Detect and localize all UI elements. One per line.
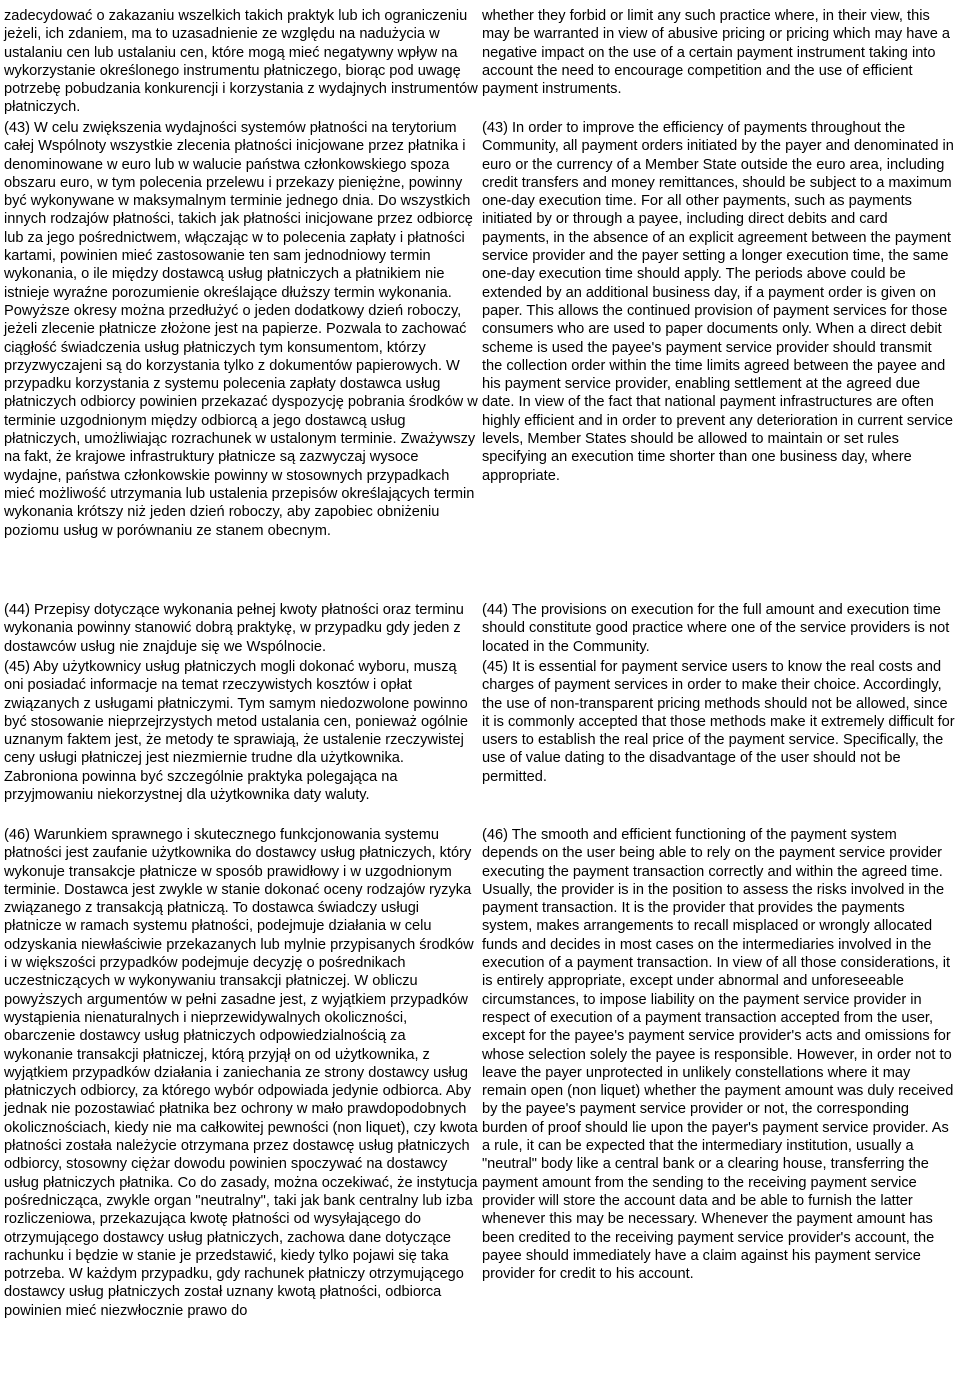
polish-paragraph: (45) Aby użytkownicy usług płatniczych mogli dokonać wyboru, muszą oni posiadać informacje na temat rzeczywistych kosztów i opłat związanych z usługami płatniczymi. Tym samym niedozwolone powinno być stosowanie nieprzejrzystych metod ustalania cen, ponieważ ogólnie uznanym faktem jest, że metody te sprawiają, że ustalenie rzeczywistej ceny usługi płatniczej jest niezmiernie trudne dla użytkownika. Zabroniona powinna być szczególnie praktyka polegająca na przyjmowaniu niekorzystnej dla użytkownika daty waluty.: [4, 659, 469, 804]
paragraph-row: [4, 826, 956, 1320]
english-paragraph: whether they forbid or limit any such practice where, in their view, this may be warranted in view of abusive pricing or pricing which may have a negative impact on the use of a certain payment instrument taking into account the need to encourage competition and the use of efficient payment instruments.: [482, 8, 951, 98]
paragraph-row: [4, 7, 956, 119]
english-paragraph: (45) It is essential for payment service users to know the real costs and charges of payment services in order to make their choice. Accordingly, the use of non-transparent pricing methods should not be allowed, since it is commonly accepted that those methods make it extremely difficult for users to establish the real price of the payment service. Specifically, the use of value dating to the disadvantage of the user should not be permitted.: [482, 659, 955, 785]
polish-paragraph: (43) W celu zwiększenia wydajności systemów płatności na terytorium całej Wspólnoty wszystkie zlecenia płatności inicjowane przez płatnika i denominowane w euro lub w walucie państwa członkowskiego spoza obszaru euro, w tym polecenia przelewu i przekazy pieniężne, powinny być wykonywane w maksymalnym terminie jednego dnia. Do wszystkich innych rodzajów płatności, takich jak płatności inicjowane przez odbiorcę lub za jego pośrednictwem, włączając w to polecenia zapłaty i płatności kartami, powinien mieć zastosowanie ten sam jednodniowy termin wykonania, o ile między dostawcą usług płatniczych a płatnikiem nie istnieje wyraźne porozumienie określające dłuższy termin wykonania. Powyższe okresy można przedłużyć o jeden dodatkowy dzień roboczy, jeżeli zlecenie płatnicze złożone jest na papierze. Pozwala to zachować ciągłość świadczenia usług płatniczych tym konsumentom, którzy przyzwyczajeni są do korzystania tylko z dokumentów papierowych. W przypadku korzystania z systemu polecenia zapłaty dostawca usług płatniczych odbiorcy powinien przekazać dyspozycję pobrania środków w terminie uzgodnionym między odbiorcą a jego dostawcą usług płatniczych, umożliwiając rozrachunek w ustalonym terminie. Zważywszy na fakt, że krajowe infrastruktury płatnicze są zazwyczaj wysoce wydajne, państwa członkowskie powinny w stosownych przypadkach mieć możliwość utrzymania lub ustalenia przepisów określających termin wykonania krótszy niż jeden dzień roboczy, aby zapobiec obniżeniu poziomu usług w porównaniu ze stanem obecnym.: [4, 120, 478, 539]
paragraph-row: [4, 658, 956, 826]
paragraph-row: [4, 601, 956, 658]
english-paragraph: (43) In order to improve the efficiency of payments throughout the Community, all payment orders initiated by the payer and denominated in euro or the currency of a Member State outside the euro area, including credit transfers and money remittances, should be subject to a maximum one-day execution time. For all other payments, such as payments initiated by or through a payee, including direct debits and card payments, in the absence of an explicit agreement between the payment service provider and the payer setting a longer execution time, the same one-day execution time should apply. The periods above could be extended by an additional business day, if a payment order is given on paper. This allows the continued provision of payment services for those consumers who are used to paper documents only. When a direct debit scheme is used the payee's payment service provider should transmit the collection order within the time limits agreed between the payee and his payment service provider, enabling settlement at the agreed due date. In view of the fact that national payment infrastructures are often highly efficient and in order to prevent any deterioration in current service levels, Member States should be allowed to maintain or set rules specifying an execution time shorter than one business day, where appropriate.: [482, 120, 954, 484]
polish-paragraph: (44) Przepisy dotyczące wykonania pełnej kwoty płatności oraz terminu wykonania powinny stanowić dobrą praktykę, w przypadku gdy jeden z dostawców usług nie znajduje się we Wspólnocie.: [4, 602, 464, 655]
polish-paragraph: (46) Warunkiem sprawnego i skutecznego funkcjonowania systemu płatności jest zaufanie użytkownika do dostawcy usług płatniczych, który wykonuje transakcje płatnicze w sposób prawidłowy i w uzgodnionym terminie. Dostawca jest zwykle w stanie dokonać oceny rodzajów ryzyka związanego z transakcją płatniczą. To dostawca świadczy usługi płatnicze w ramach systemu płatności, podejmuje działania w celu odzyskania niewłaściwie przekazanych lub mylnie przypisanych środków i w większości przypadków podejmuje decyzję o pośrednikach uczestniczących w wykonywaniu transakcji płatniczej. W obliczu powyższych argumentów w pełni zasadne jest, z wyjątkiem przypadków wystąpienia nienaturalnych i nieprzewidywalnych okoliczności, obarczenie dostawcy usług płatniczych odpowiedzialnością za wykonanie transakcji płatniczej, którą przyjął on od użytkownika, z wyjątkiem przypadków działania i zaniechania ze strony dostawcy usług płatniczych odbiorcy, za którego wybór odpowiada jedynie odbiorca. Aby jednak nie pozostawiać płatnika bez ochrony w mało prawdopodobnych okolicznościach, kiedy nie ma całkowitej pewności (non liquet), czy kwota płatności została należycie otrzymana przez dostawcę usług płatniczych odbiorcy, stosowny ciężar dowodu powinien spoczywać na dostawcy usług płatniczych płatnika. Co do zasady, można oczekiwać, że instytucja pośrednicząca, zwykle organ "neutralny", taki jak bank centralny lub izba rozliczeniowa, przekazująca kwotę płatności od wysyłającego do otrzymującego dostawcy usług płatniczych, zachowa dane dotyczące rachunku i będzie w stanie je przedstawić, kiedy tylko pojawi się taka potrzeba. W każdym przypadku, gdy rachunek płatniczy otrzymującego dostawcy usług płatniczych został uznany kwotą płatności, odbiorca powinien mieć niezwłocznie prawo do: [4, 827, 478, 1319]
english-paragraph: (46) The smooth and efficient functioning of the payment system depends on the user being able to rely on the payment service provider executing the payment transaction correctly and within the agreed time. Usually, the provider is in the position to assess the risks involved in the payment transaction. It is the provider that provides the payments system, makes arrangements to recall misplaced or wrongly allocated funds and decides in most cases on the intermediaries involved in the execution of a payment transaction. In view of all those considerations, it is entirely appropriate, except under abnormal and unforeseeable circumstances, to impose liability on the payment service provider in respect of execution of a payment transaction accepted from the user, except for the payee's payment service provider's acts and omissions for whose selection solely the payee is responsible. However, in order not to leave the payer unprotected in unlikely constellations where it may remain open (non liquet) whether the payment amount was duly received by the payee's payment service provider or not, the corresponding burden of proof should lie upon the payer's payment service provider. As a rule, it can be expected that the intermediary institution, usually a "neutral" body like a central bank or a clearing house, transferring the payment amount from the sending to the receiving payment service provider will store the account data and be able to furnish the latter whenever this may be necessary. Whenever the payment amount has been credited to the receiving payment service provider's account, the payee should immediately have a claim against his payment service provider for credit to his account.: [482, 827, 954, 1283]
polish-paragraph: zadecydować o zakazaniu wszelkich takich praktyk lub ich ograniczeniu jeżeli, ich zdaniem, ma to uzasadnienie ze względu na nadużycia w ustalaniu cen lub ustalaniu cen, które mogą mieć negatywny wpływ na wykorzystanie określonego instrumentu płatniczego, biorąc pod uwagę potrzebę pobudzania konkurencji i korzystania z wydajnych instrumentów płatniczych.: [4, 8, 478, 116]
paragraph-row: [4, 119, 956, 601]
english-paragraph: (44) The provisions on execution for the full amount and execution time should constitute good practice where one of the service providers is not located in the Community.: [482, 602, 950, 655]
